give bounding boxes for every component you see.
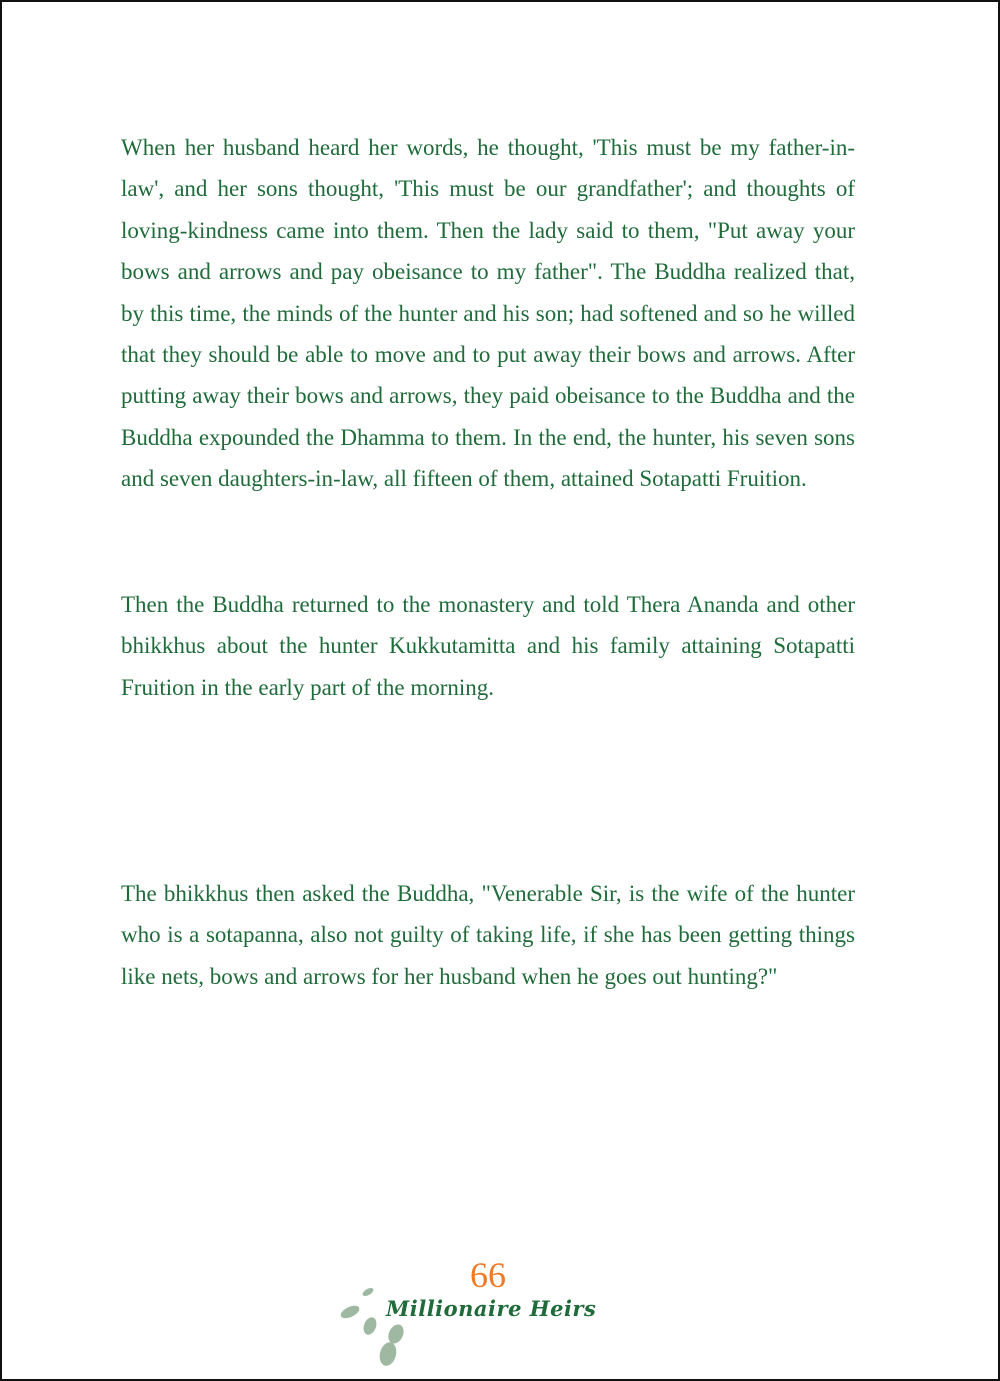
paragraph-1: When her husband heard her words, he thought, 'This must be my father-in-law', and her sons thought, 'This must be our grandfather'; and thoughts of loving-kindness came into them. Then the lady said to them, "Put away your bows and arrows and pay obeisance to my father". The Buddha realized that, by this time, the minds of the hunter and his son; had softened and so he willed that they should be able to move and to put away their bows and arrows. After putting away their bows and arrows, they paid obeisance to the Buddha and the Buddha expounded the Dhamma to them. In the end, the hunter, his seven sons and seven daughters-in-law, all fifteen of them, attained Sotapatti Fruition. (121, 135, 855, 492)
page-number: 66 (470, 1255, 506, 1295)
paragraph-3: The bhikkhus then asked the Buddha, "Venerable Sir, is the wife of the hunter who is a sotapanna, also not guilty of taking life, if she has been getting things like nets, bows and arrows for her husband when he goes out hunting?" (121, 881, 855, 989)
paragraph-2: Then the Buddha returned to the monastery and told Thera Ananda and other bhikkhus about the hunter Kukkutamitta and his family attaining Sotapatti Fruition in the early part of the morning. (121, 592, 855, 700)
leaf-1-icon (361, 1286, 374, 1297)
leaf-2-icon (339, 1303, 361, 1321)
brand-logo-text: Millionaire Heirs (386, 1296, 597, 1321)
leaf-5-icon (377, 1340, 399, 1366)
leaf-3-icon (361, 1315, 378, 1336)
